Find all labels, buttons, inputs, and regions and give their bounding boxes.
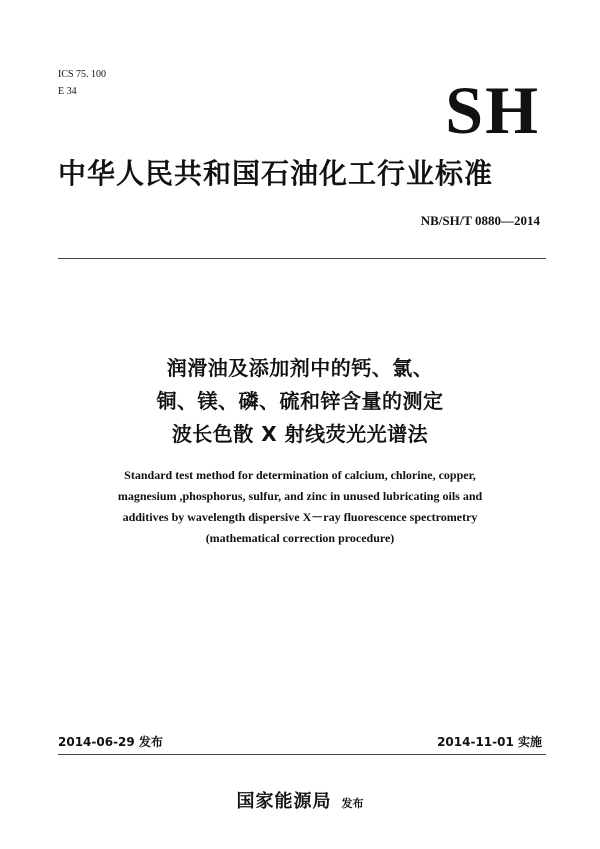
publisher-name: 国家能源局 bbox=[236, 791, 332, 812]
issue-date: 2014-06-29 发布 bbox=[58, 735, 163, 749]
english-document-title bbox=[40, 465, 560, 549]
english-title-line: Standard test method for determination of calcium, chlorine, copper, bbox=[124, 468, 476, 482]
effective-date: 2014-11-01 实施 bbox=[437, 735, 542, 749]
publisher-action: 发布 bbox=[341, 797, 364, 810]
english-title-line: magnesium ,phosphorus, sulfur, and zinc in unused lubricating oils and bbox=[117, 489, 483, 503]
ccs-code: E 34 bbox=[58, 86, 77, 97]
standard-type-title: 中华人民共和国石油化工行业标准 bbox=[58, 157, 494, 190]
classification-codes bbox=[58, 66, 106, 100]
publisher-line bbox=[0, 787, 600, 813]
english-title-line: (mathematical correction procedure) bbox=[205, 531, 395, 545]
chinese-title-line: 润滑油及添加剂中的钙、氯、 bbox=[166, 356, 434, 380]
standard-number: NB/SH/T 0880—2014 bbox=[420, 213, 540, 228]
footer-divider bbox=[58, 754, 546, 755]
chinese-document-title bbox=[40, 352, 560, 451]
english-title-line: additives by wavelength dispersive X－ray fluorescence spectrometry bbox=[122, 510, 478, 524]
standard-category-mark: SH bbox=[445, 72, 540, 148]
header-divider bbox=[58, 258, 546, 259]
ics-code: ICS 75. 100 bbox=[58, 69, 107, 80]
chinese-title-line: 波长色散 X 射线荧光光谱法 bbox=[171, 422, 429, 446]
chinese-title-line: 铜、镁、磷、硫和锌含量的测定 bbox=[156, 389, 444, 413]
